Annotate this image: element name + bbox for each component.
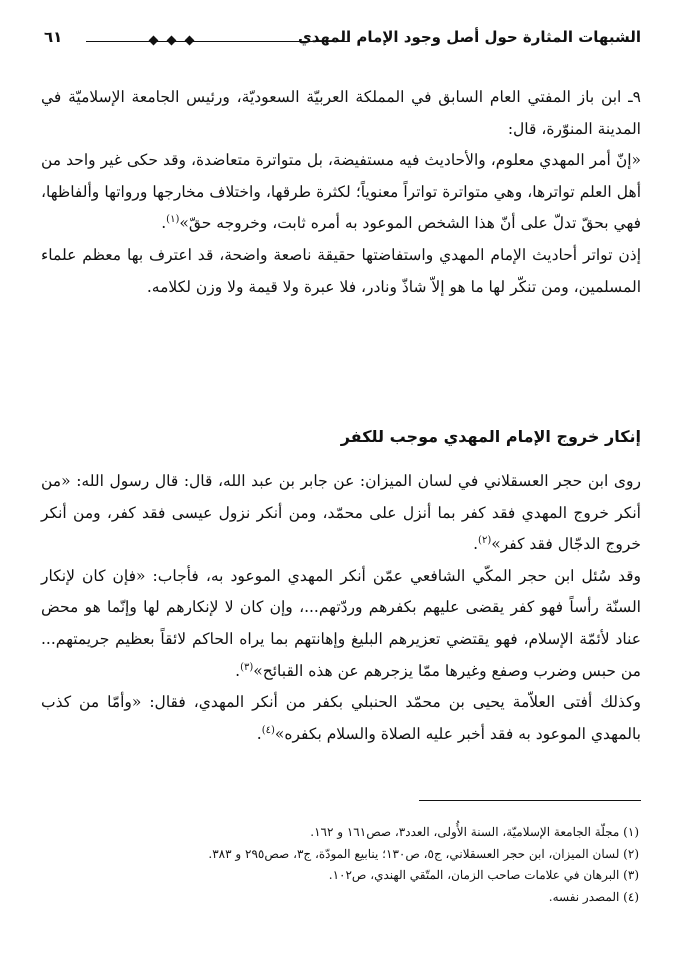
footnote-ref: (١) — [166, 214, 180, 226]
header-ornament-icon — [149, 36, 159, 46]
ruling-text: وكذلك أفتى العلاّمة يحيى بن محمّد الحنبلي بكفر من أنكر المهدي، فقال: «وأمّا من كذب بالمهدي الموعود به فقد أخبر عليه الصلاة والسلام بكفره» — [41, 693, 641, 743]
section-heading: إنكار خروج الإمام المهدي موجب للكفر — [340, 427, 641, 446]
fatwa-paragraph: وقد سُئل ابن حجر المكّي الشافعي عمّن أنكر المهدي الموعود به، فأجاب: «فإن كان لإنكار السنّة رأساً فهو كفر يقضى عليهم بكفرهم وردّتهم...، وإن كان لا لإنكارهم لها وإنّما هو محض عناد لأئمّة الإسلام، فهو يقتضي تعزيرهم البليغ وإهانتهم بما يراه الحاكم لائقاً بعظيم جريمتهم... من حبس وضرب وصفع وغيرها ممّا يزجرهم عن هذه القبائح»$^{(٣)}$. — [41, 566, 641, 680]
footnotes — [41, 822, 639, 908]
footnote: (٢) لسان الميزان، ابن حجر العسقلاني، ج٥، ص١٣٠؛ ينابيع المودّة، ج٣، صص٢٩٥ و ٣٨٣. — [208, 846, 639, 861]
page-number: ٦١ — [44, 28, 63, 46]
fatwa-text: وقد سُئل ابن حجر المكّي الشافعي عمّن أنكر المهدي الموعود به، فأجاب: «فإن كان لإنكار السنّة رأساً فهو كفر يقضى عليهم بكفرهم وردّتهم...، وإن كان لا لإنكارهم لها وإنّما هو محض عناد لأئمّة الإسلام، فهو يقتضي تعزيرهم البليغ وإهانتهم بما يراه الحاكم لائقاً بعظيم جريمتهم... من حبس وضرب وصفع وغيرها ممّا يزجرهم عن هذه القبائح» — [41, 566, 641, 680]
footnote-separator — [419, 800, 641, 801]
footnote: (١) مجلّة الجامعة الإسلاميّة، السنة الأُولى، العدد٣، صص١٦١ و ١٦٢. — [310, 825, 639, 839]
section-two — [41, 466, 641, 750]
header-ornament-icon — [167, 36, 177, 46]
block-quote: «إنّ أمر المهدي معلوم، والأحاديث فيه مستفيضة، بل متواترة متعاضدة، وقد حكى غير واحد من أهل العلم تواترها، وهي متواترة تواتراً معنوياً؛ لكثرة طرقها، واختلاف مخارجها ورواتها وألفاظها، فهي بحقّ تدلّ على أنّ هذا الشخص الموعود به أمره ثابت، وخروجه حقّ»$^{(١)}$. — [41, 151, 641, 233]
section-one — [41, 82, 641, 303]
footnote: (٣) البرهان في علامات صاحب الزمان، المتّقي الهندي، ص١٠٢. — [328, 868, 639, 883]
running-title: الشبهات المثارة حول أصل وجود الإمام المهدي — [297, 28, 641, 46]
footnote-ref: (٢) — [478, 535, 492, 547]
hadith-text: روى ابن حجر العسقلاني في لسان الميزان: عن جابر بن عبد الله، قال: قال رسول الله: «من أنكر خروج المهدي فقد كفر بما أنزل على محمّد، ومن أنكر نزول عيسى فقد كفر، ومن أنكر خروج الدجّال فقد كفر» — [41, 472, 641, 554]
footnote-ref: (٣) — [240, 661, 254, 673]
header-ornament-icon — [185, 36, 195, 46]
quote-intro: ٩ـ ابن باز المفتي العام السابق في المملكة العربيّة السعوديّة، ورئيس الجامعة الإسلاميّة في المدينة المنوّرة، قال: — [41, 88, 641, 138]
footnote: (٤) المصدر نفسه. — [548, 889, 639, 904]
header-rule — [86, 41, 348, 43]
conclusion-paragraph: إذن تواتر أحاديث الإمام المهدي واستفاضتها حقيقة ناصعة واضحة، قد اعترف بها معظم علماء المسلمين، ومن تنكّر لها ما هو إلاّ شاذّ ونادر، فلا عبرة ولا قيمة ولا وزن لكلامه. — [41, 245, 641, 296]
footnote-ref: (٤) — [261, 724, 275, 736]
ruling-paragraph: وكذلك أفتى العلاّمة يحيى بن محمّد الحنبلي بكفر من أنكر المهدي، فقال: «وأمّا من كذب بالمهدي الموعود به فقد أخبر عليه الصلاة والسلام بكفره»$^{(٤)}$. — [41, 693, 641, 743]
hadith-paragraph: روى ابن حجر العسقلاني في لسان الميزان: عن جابر بن عبد الله، قال: قال رسول الله: «من أنكر خروج المهدي فقد كفر بما أنزل على محمّد، ومن أنكر نزول عيسى فقد كفر، ومن أنكر خروج الدجّال فقد كفر»$^{(٢)}$. — [41, 472, 641, 554]
running-header — [40, 28, 641, 54]
quote-text: «إنّ أمر المهدي معلوم، والأحاديث فيه مستفيضة، بل متواترة متعاضدة، وقد حكى غير واحد من أهل العلم تواترها، وهي متواترة تواتراً معنوياً؛ لكثرة طرقها، واختلاف مخارجها ورواتها وألفاظها، فهي بحقّ تدلّ على أنّ هذا الشخص الموعود به أمره ثابت، وخروجه حقّ» — [41, 151, 641, 233]
